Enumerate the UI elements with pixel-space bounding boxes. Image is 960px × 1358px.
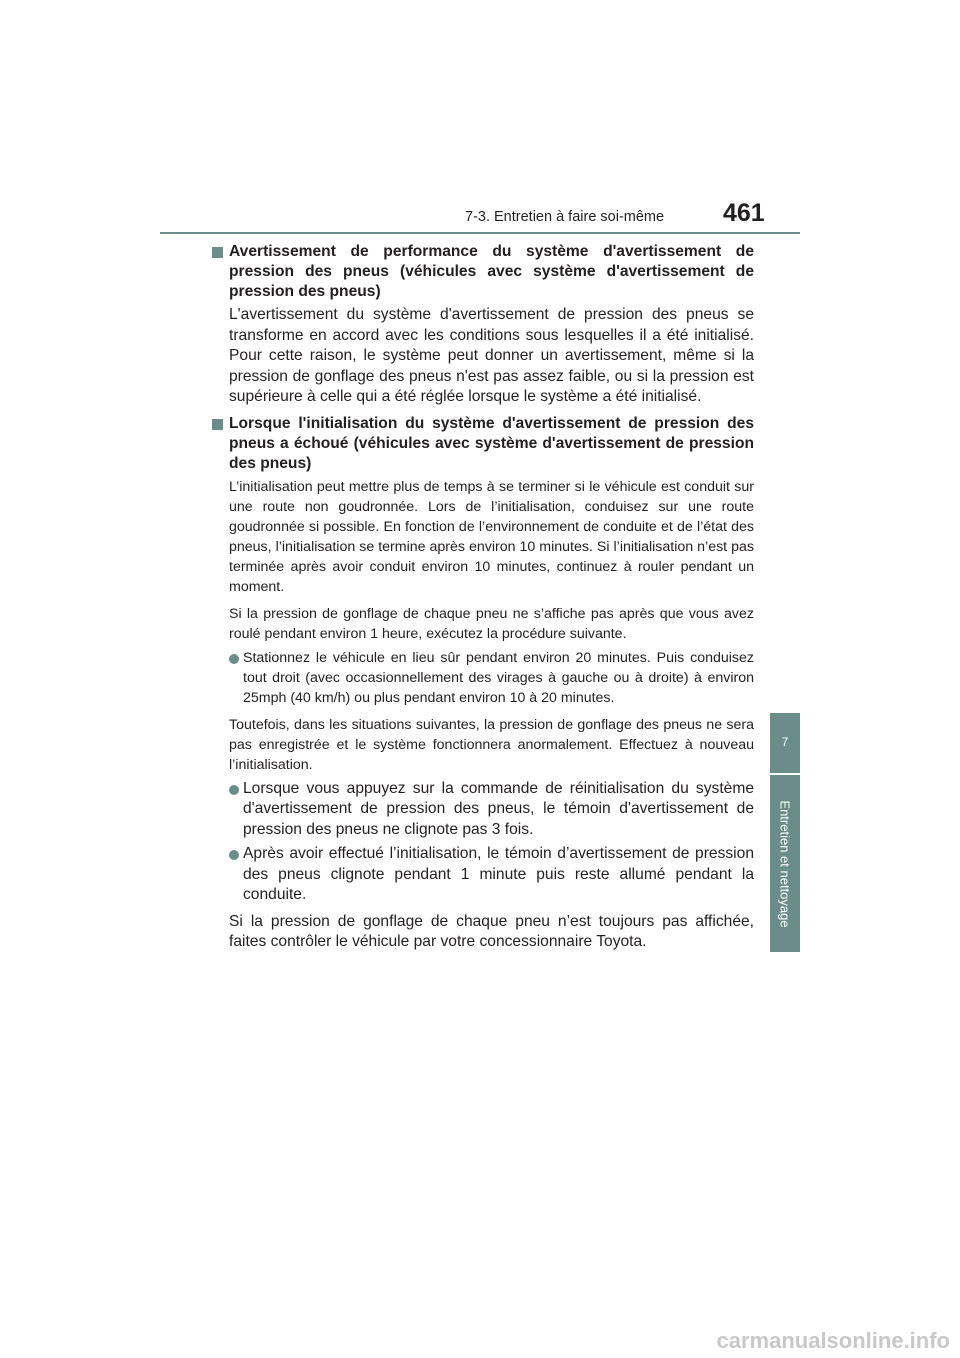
paragraph: Si la pression de gonflage de chaque pneu ne s’affiche pas après que vous avez roulé pendant environ 1 heure, exécutez la procédure suivante. (229, 605, 754, 642)
list-item-text: Après avoir effectué l’initialisation, le témoin d’avertissement de pression des pneus clignote pendant 1 minute puis reste allumé pendant la conduite. (243, 845, 754, 903)
section-heading-text: Avertissement de performance du système d'avertissement de pression des pneus (véhicules avec système d'avertissement de pression des pneus) (229, 243, 754, 300)
paragraph: L’initialisation peut mettre plus de temps à se terminer si le véhicule est conduit sur une route non goudronnée. Lors de l’initialisation, conduisez sur une route goudronnée si possible. En fonction de l’environnement de conduite et de l’état des pneus, l’initialisation se termine après environ 10 minutes. Si l’initialisation n’est pas terminée après avoir conduit environ 10 minutes, continuez à rouler pendant un moment. (229, 478, 754, 595)
header-divider (160, 232, 800, 234)
list-item (229, 648, 754, 708)
square-bullet-icon (212, 419, 223, 430)
circle-bullet-icon (229, 785, 239, 795)
chapter-tab-label-box (770, 775, 800, 952)
list-item (229, 844, 754, 906)
page-header (0, 0, 960, 240)
list-item-text: Stationnez le véhicule en lieu sûr pendant environ 20 minutes. Puis conduisez tout droit (avec occasionnellement des virages à gauche ou à droite) à environ 25mph (40 km/h) ou plus pendant environ 10 à 20 minutes. (243, 649, 754, 706)
paragraph: L'avertissement du système d'avertissement de pression des pneus se transforme en accord avec les conditions sous lesquelles il a été initialisé. Pour cette raison, le système peut donner un avertissement, même si la pression de gonflage des pneus n'est pas assez faible, ou si la pression est supérieure à celle qui a été réglée lorsque le système a été initialisé. (229, 306, 754, 405)
circle-bullet-icon (229, 850, 239, 860)
page-number: 461 (723, 199, 765, 227)
square-bullet-icon (212, 247, 223, 258)
section-heading (212, 414, 754, 474)
chapter-number: 7 (781, 735, 789, 749)
paragraph: Si la pression de gonflage de chaque pneu n’est toujours pas affichée, faites contrôler le véhicule par votre concessionnaire Toyota. (229, 912, 754, 950)
chapter-tab (770, 713, 800, 773)
chapter-label: Entretien et nettoyage (777, 799, 793, 928)
section-heading (212, 242, 754, 302)
watermark: carmanualsonline.info (716, 1328, 950, 1353)
section-heading-text: Lorsque l'initialisation du système d'avertissement de pression des pneus a échoué (véhicules avec système d'avertissement de pression des pneus) (229, 414, 754, 472)
list-item-text: Lorsque vous appuyez sur la commande de réinitialisation du système d'avertissement de pression des pneus, le témoin d'avertissement de pression des pneus ne clignote pas 3 fois. (243, 779, 754, 838)
circle-bullet-icon (229, 654, 239, 664)
list-item (229, 779, 754, 841)
section-title: 7-3. Entretien à faire soi-même (465, 209, 665, 225)
paragraph: Toutefois, dans les situations suivantes, la pression de gonflage des pneus ne sera pas enregistrée et le système fonctionnera anormalement. Effectuez à nouveau l’initialisation. (229, 716, 754, 773)
page-content (212, 242, 754, 953)
